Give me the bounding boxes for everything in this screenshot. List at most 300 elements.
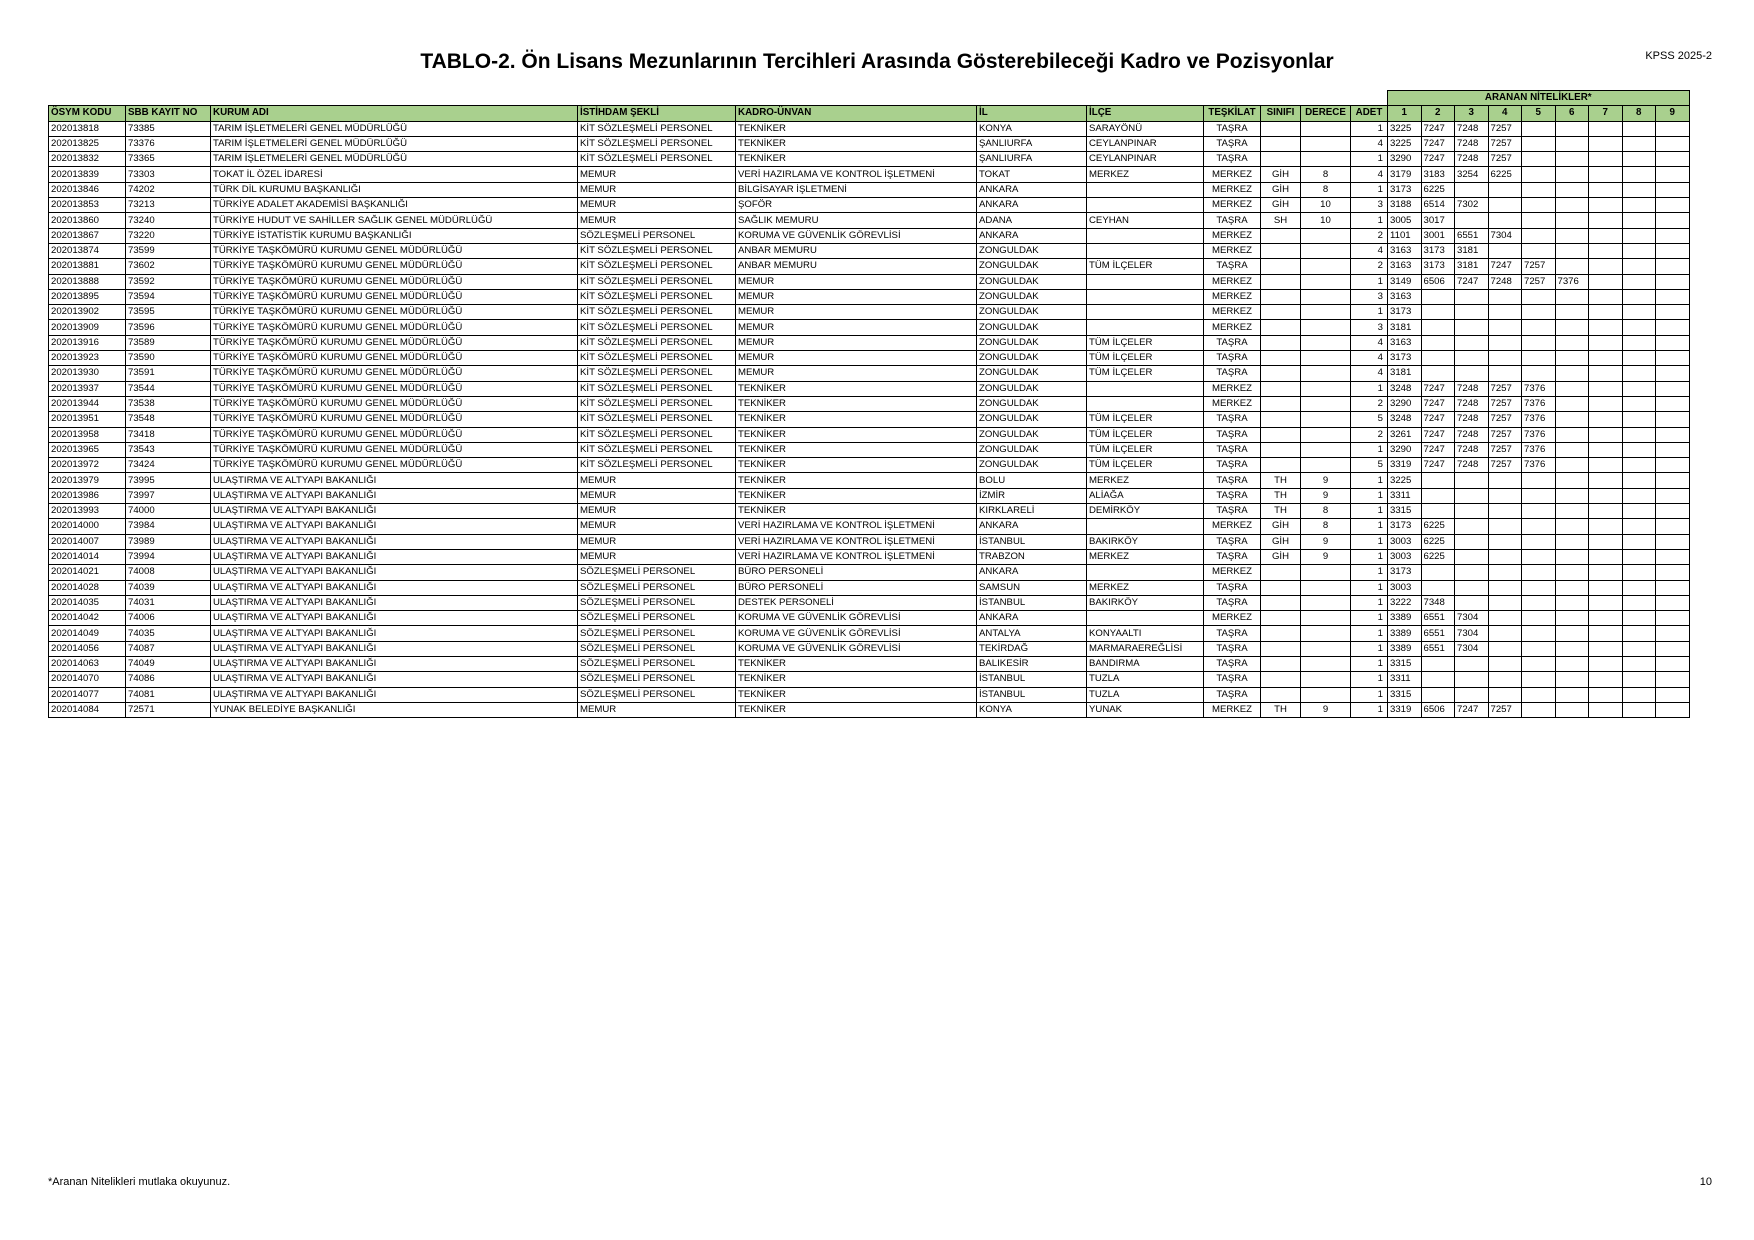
- cell-nitelik-9: [1656, 672, 1690, 687]
- cell-nitelik-4: [1488, 656, 1522, 671]
- table-row: [49, 198, 1690, 213]
- cell-nitelik-5: [1522, 549, 1556, 564]
- cell-il: ZONGULDAK: [977, 320, 1087, 335]
- cell-teskilat: MERKEZ: [1204, 198, 1261, 213]
- table-row: [49, 702, 1690, 717]
- cell-sinifi: [1261, 580, 1301, 595]
- cell-ilce: TÜM İLÇELER: [1087, 335, 1204, 350]
- cell-sinifi: [1261, 274, 1301, 289]
- cell-nitelik-1: 3222: [1388, 595, 1422, 610]
- cell-il: ŞANLIURFA: [977, 136, 1087, 151]
- cell-nitelik-3: [1455, 289, 1489, 304]
- cell-sbb-kayit-no: 74039: [126, 580, 211, 595]
- cell-sinifi: [1261, 565, 1301, 580]
- cell-derece: [1301, 335, 1351, 350]
- cell-kadro-unvan: VERİ HAZIRLAMA VE KONTROL İŞLETMENİ: [736, 167, 977, 182]
- cell-kurum-adi: TÜRKİYE TAŞKÖMÜRÜ KURUMU GENEL MÜDÜRLÜĞÜ: [211, 442, 578, 457]
- cell-kurum-adi: TARIM İŞLETMELERİ GENEL MÜDÜRLÜĞÜ: [211, 152, 578, 167]
- cell-adet: 1: [1351, 519, 1388, 534]
- cell-il: ZONGULDAK: [977, 458, 1087, 473]
- cell-nitelik-5: [1522, 136, 1556, 151]
- cell-nitelik-2: 3183: [1421, 167, 1455, 182]
- cell-teskilat: MERKEZ: [1204, 289, 1261, 304]
- cell-nitelik-3: [1455, 335, 1489, 350]
- cell-osym-kodu: 202013979: [49, 473, 126, 488]
- cell-kadro-unvan: BÜRO PERSONELİ: [736, 580, 977, 595]
- cell-nitelik-1: 3149: [1388, 274, 1422, 289]
- cell-nitelik-6: [1555, 396, 1589, 411]
- cell-derece: [1301, 152, 1351, 167]
- cell-nitelik-2: 3001: [1421, 228, 1455, 243]
- cell-kadro-unvan: BÜRO PERSONELİ: [736, 565, 977, 580]
- cell-adet: 4: [1351, 136, 1388, 151]
- cell-kadro-unvan: TEKNİKER: [736, 702, 977, 717]
- cell-ilce: MERKEZ: [1087, 549, 1204, 564]
- cell-nitelik-9: [1656, 351, 1690, 366]
- cell-kadro-unvan: TEKNİKER: [736, 458, 977, 473]
- cell-sinifi: [1261, 611, 1301, 626]
- cell-derece: [1301, 427, 1351, 442]
- cell-sinifi: [1261, 595, 1301, 610]
- cell-nitelik-3: [1455, 687, 1489, 702]
- cell-nitelik-3: 6551: [1455, 228, 1489, 243]
- positions-table: [48, 90, 1690, 718]
- cell-nitelik-5: [1522, 305, 1556, 320]
- cell-ilce: MARMARAEREĞLİSİ: [1087, 641, 1204, 656]
- cell-kadro-unvan: MEMUR: [736, 320, 977, 335]
- cell-nitelik-4: [1488, 289, 1522, 304]
- table-row: [49, 565, 1690, 580]
- cell-kurum-adi: TÜRKİYE İSTATİSTİK KURUMU BAŞKANLIĞI: [211, 228, 578, 243]
- cell-nitelik-1: 3181: [1388, 320, 1422, 335]
- cell-nitelik-7: [1589, 641, 1623, 656]
- cell-derece: [1301, 289, 1351, 304]
- cell-nitelik-2: 7247: [1421, 412, 1455, 427]
- cell-derece: [1301, 626, 1351, 641]
- cell-adet: 1: [1351, 213, 1388, 228]
- cell-il: ZONGULDAK: [977, 381, 1087, 396]
- cell-ilce: BANDIRMA: [1087, 656, 1204, 671]
- positions-table-container: [48, 90, 1690, 718]
- cell-sbb-kayit-no: 73997: [126, 488, 211, 503]
- cell-kadro-unvan: ANBAR MEMURU: [736, 243, 977, 258]
- cell-nitelik-1: 3173: [1388, 305, 1422, 320]
- cell-nitelik-1: 3225: [1388, 136, 1422, 151]
- cell-nitelik-1: 3315: [1388, 504, 1422, 519]
- cell-nitelik-7: [1589, 656, 1623, 671]
- cell-nitelik-6: [1555, 488, 1589, 503]
- cell-sbb-kayit-no: 73591: [126, 366, 211, 381]
- cell-adet: 1: [1351, 702, 1388, 717]
- table-row: [49, 213, 1690, 228]
- cell-nitelik-8: [1622, 672, 1656, 687]
- cell-nitelik-7: [1589, 366, 1623, 381]
- cell-nitelik-2: 6225: [1421, 182, 1455, 197]
- cell-teskilat: MERKEZ: [1204, 305, 1261, 320]
- cell-il: ANKARA: [977, 519, 1087, 534]
- cell-nitelik-8: [1622, 335, 1656, 350]
- table-row: [49, 687, 1690, 702]
- cell-teskilat: TAŞRA: [1204, 656, 1261, 671]
- cell-nitelik-8: [1622, 351, 1656, 366]
- cell-nitelik-8: [1622, 152, 1656, 167]
- table-row: [49, 182, 1690, 197]
- cell-nitelik-3: 3181: [1455, 243, 1489, 258]
- cell-il: BOLU: [977, 473, 1087, 488]
- cell-osym-kodu: 202013825: [49, 136, 126, 151]
- cell-nitelik-5: [1522, 167, 1556, 182]
- cell-nitelik-2: [1421, 289, 1455, 304]
- cell-derece: 8: [1301, 519, 1351, 534]
- cell-nitelik-7: [1589, 488, 1623, 503]
- cell-osym-kodu: 202013930: [49, 366, 126, 381]
- cell-kurum-adi: TÜRK DİL KURUMU BAŞKANLIĞI: [211, 182, 578, 197]
- cell-nitelik-8: [1622, 381, 1656, 396]
- cell-kadro-unvan: KORUMA VE GÜVENLİK GÖREVLİSİ: [736, 611, 977, 626]
- cell-nitelik-6: [1555, 289, 1589, 304]
- cell-adet: 3: [1351, 289, 1388, 304]
- cell-teskilat: TAŞRA: [1204, 626, 1261, 641]
- cell-nitelik-8: [1622, 320, 1656, 335]
- cell-ilce: [1087, 228, 1204, 243]
- cell-il: İSTANBUL: [977, 687, 1087, 702]
- cell-nitelik-5: [1522, 152, 1556, 167]
- cell-nitelik-4: 7247: [1488, 259, 1522, 274]
- cell-nitelik-4: [1488, 641, 1522, 656]
- cell-nitelik-1: 3163: [1388, 335, 1422, 350]
- cell-kadro-unvan: VERİ HAZIRLAMA VE KONTROL İŞLETMENİ: [736, 519, 977, 534]
- cell-derece: [1301, 274, 1351, 289]
- cell-kurum-adi: TOKAT İL ÖZEL İDARESİ: [211, 167, 578, 182]
- cell-osym-kodu: 202014084: [49, 702, 126, 717]
- cell-adet: 5: [1351, 412, 1388, 427]
- cell-sinifi: [1261, 152, 1301, 167]
- cell-il: ZONGULDAK: [977, 289, 1087, 304]
- cell-nitelik-1: 1101: [1388, 228, 1422, 243]
- cell-sbb-kayit-no: 73213: [126, 198, 211, 213]
- cell-sbb-kayit-no: 73989: [126, 534, 211, 549]
- cell-istihdam-sekli: SÖZLEŞMELİ PERSONEL: [578, 228, 736, 243]
- cell-nitelik-2: [1421, 320, 1455, 335]
- cell-kadro-unvan: TEKNİKER: [736, 488, 977, 503]
- cell-teskilat: MERKEZ: [1204, 182, 1261, 197]
- cell-derece: [1301, 656, 1351, 671]
- cell-il: ANKARA: [977, 611, 1087, 626]
- cell-ilce: TÜM İLÇELER: [1087, 442, 1204, 457]
- cell-istihdam-sekli: MEMUR: [578, 549, 736, 564]
- cell-nitelik-9: [1656, 259, 1690, 274]
- cell-nitelik-4: [1488, 320, 1522, 335]
- cell-adet: 1: [1351, 595, 1388, 610]
- cell-osym-kodu: 202013916: [49, 335, 126, 350]
- cell-nitelik-7: [1589, 534, 1623, 549]
- cell-nitelik-7: [1589, 198, 1623, 213]
- cell-nitelik-8: [1622, 396, 1656, 411]
- cell-nitelik-2: [1421, 488, 1455, 503]
- cell-nitelik-2: 6506: [1421, 274, 1455, 289]
- cell-nitelik-4: 7257: [1488, 121, 1522, 136]
- cell-teskilat: TAŞRA: [1204, 595, 1261, 610]
- cell-nitelik-1: 3173: [1388, 351, 1422, 366]
- cell-istihdam-sekli: KİT SÖZLEŞMELİ PERSONEL: [578, 458, 736, 473]
- cell-osym-kodu: 202014007: [49, 534, 126, 549]
- cell-derece: [1301, 595, 1351, 610]
- cell-nitelik-5: 7376: [1522, 458, 1556, 473]
- cell-derece: [1301, 687, 1351, 702]
- cell-nitelik-5: [1522, 351, 1556, 366]
- table-row: [49, 488, 1690, 503]
- cell-nitelik-3: [1455, 488, 1489, 503]
- cell-il: İZMİR: [977, 488, 1087, 503]
- table-row: [49, 152, 1690, 167]
- cell-sbb-kayit-no: 74008: [126, 565, 211, 580]
- cell-derece: 8: [1301, 504, 1351, 519]
- table-row: [49, 672, 1690, 687]
- cell-nitelik-9: [1656, 488, 1690, 503]
- cell-nitelik-3: [1455, 656, 1489, 671]
- cell-nitelik-7: [1589, 427, 1623, 442]
- cell-nitelik-4: 7257: [1488, 412, 1522, 427]
- cell-nitelik-9: [1656, 611, 1690, 626]
- cell-nitelik-3: 7248: [1455, 427, 1489, 442]
- cell-il: ZONGULDAK: [977, 412, 1087, 427]
- cell-nitelik-1: 3261: [1388, 427, 1422, 442]
- cell-osym-kodu: 202013881: [49, 259, 126, 274]
- cell-nitelik-5: 7376: [1522, 396, 1556, 411]
- cell-nitelik-3: [1455, 213, 1489, 228]
- cell-kurum-adi: ULAŞTIRMA VE ALTYAPI BAKANLIĞI: [211, 672, 578, 687]
- cell-nitelik-7: [1589, 672, 1623, 687]
- cell-derece: 9: [1301, 473, 1351, 488]
- column-header-sbb-kayit-no: SBB KAYIT NO: [126, 106, 211, 121]
- cell-nitelik-3: 7248: [1455, 412, 1489, 427]
- cell-nitelik-3: 7248: [1455, 121, 1489, 136]
- cell-nitelik-1: 3181: [1388, 366, 1422, 381]
- cell-osym-kodu: 202013909: [49, 320, 126, 335]
- cell-istihdam-sekli: MEMUR: [578, 488, 736, 503]
- table-row: [49, 534, 1690, 549]
- cell-nitelik-3: [1455, 534, 1489, 549]
- cell-nitelik-4: [1488, 626, 1522, 641]
- cell-kadro-unvan: MEMUR: [736, 305, 977, 320]
- cell-nitelik-9: [1656, 213, 1690, 228]
- cell-osym-kodu: 202013895: [49, 289, 126, 304]
- cell-nitelik-2: [1421, 565, 1455, 580]
- cell-nitelik-2: [1421, 335, 1455, 350]
- cell-teskilat: TAŞRA: [1204, 534, 1261, 549]
- cell-nitelik-4: [1488, 473, 1522, 488]
- cell-derece: [1301, 381, 1351, 396]
- cell-nitelik-2: 3173: [1421, 259, 1455, 274]
- cell-nitelik-9: [1656, 519, 1690, 534]
- cell-sinifi: [1261, 656, 1301, 671]
- cell-teskilat: TAŞRA: [1204, 427, 1261, 442]
- cell-kadro-unvan: TEKNİKER: [736, 381, 977, 396]
- cell-ilce: [1087, 320, 1204, 335]
- cell-sbb-kayit-no: 74086: [126, 672, 211, 687]
- cell-derece: 10: [1301, 213, 1351, 228]
- cell-nitelik-5: 7257: [1522, 274, 1556, 289]
- cell-nitelik-5: [1522, 198, 1556, 213]
- cell-nitelik-9: [1656, 366, 1690, 381]
- cell-sbb-kayit-no: 73589: [126, 335, 211, 350]
- cell-nitelik-4: 7257: [1488, 702, 1522, 717]
- cell-kadro-unvan: TEKNİKER: [736, 136, 977, 151]
- cell-il: ZONGULDAK: [977, 335, 1087, 350]
- cell-nitelik-7: [1589, 504, 1623, 519]
- cell-nitelik-5: [1522, 504, 1556, 519]
- cell-sinifi: [1261, 442, 1301, 457]
- cell-adet: 1: [1351, 152, 1388, 167]
- table-row: [49, 580, 1690, 595]
- cell-sbb-kayit-no: 74006: [126, 611, 211, 626]
- cell-kadro-unvan: KORUMA VE GÜVENLİK GÖREVLİSİ: [736, 228, 977, 243]
- cell-adet: 1: [1351, 687, 1388, 702]
- cell-nitelik-6: [1555, 458, 1589, 473]
- cell-nitelik-1: 3290: [1388, 442, 1422, 457]
- cell-nitelik-5: [1522, 534, 1556, 549]
- cell-teskilat: TAŞRA: [1204, 580, 1261, 595]
- cell-kadro-unvan: MEMUR: [736, 335, 977, 350]
- cell-nitelik-7: [1589, 274, 1623, 289]
- cell-nitelik-5: [1522, 611, 1556, 626]
- cell-istihdam-sekli: KİT SÖZLEŞMELİ PERSONEL: [578, 320, 736, 335]
- cell-kadro-unvan: TEKNİKER: [736, 427, 977, 442]
- cell-kurum-adi: TÜRKİYE TAŞKÖMÜRÜ KURUMU GENEL MÜDÜRLÜĞÜ: [211, 305, 578, 320]
- cell-nitelik-6: [1555, 213, 1589, 228]
- table-row: [49, 366, 1690, 381]
- cell-nitelik-5: [1522, 626, 1556, 641]
- cell-derece: 8: [1301, 167, 1351, 182]
- cell-kurum-adi: TÜRKİYE ADALET AKADEMİSİ BAŞKANLIĞI: [211, 198, 578, 213]
- cell-nitelik-1: 3005: [1388, 213, 1422, 228]
- cell-osym-kodu: 202014063: [49, 656, 126, 671]
- cell-istihdam-sekli: KİT SÖZLEŞMELİ PERSONEL: [578, 121, 736, 136]
- cell-nitelik-2: 6514: [1421, 198, 1455, 213]
- column-header-il: İL: [977, 106, 1087, 121]
- cell-ilce: MERKEZ: [1087, 580, 1204, 595]
- cell-il: SAMSUN: [977, 580, 1087, 595]
- cell-osym-kodu: 202013867: [49, 228, 126, 243]
- cell-nitelik-8: [1622, 136, 1656, 151]
- cell-sinifi: [1261, 381, 1301, 396]
- column-header-nitelik-8: 8: [1622, 106, 1656, 121]
- cell-adet: 4: [1351, 243, 1388, 258]
- cell-nitelik-4: [1488, 335, 1522, 350]
- cell-nitelik-8: [1622, 611, 1656, 626]
- cell-nitelik-4: [1488, 351, 1522, 366]
- cell-adet: 1: [1351, 473, 1388, 488]
- cell-sinifi: [1261, 641, 1301, 656]
- cell-kadro-unvan: ŞOFÖR: [736, 198, 977, 213]
- cell-il: ZONGULDAK: [977, 259, 1087, 274]
- cell-nitelik-7: [1589, 442, 1623, 457]
- cell-istihdam-sekli: MEMUR: [578, 473, 736, 488]
- cell-nitelik-8: [1622, 442, 1656, 457]
- cell-nitelik-4: [1488, 488, 1522, 503]
- cell-nitelik-9: [1656, 320, 1690, 335]
- cell-nitelik-3: [1455, 320, 1489, 335]
- cell-nitelik-4: 7257: [1488, 152, 1522, 167]
- cell-nitelik-2: 6551: [1421, 641, 1455, 656]
- cell-istihdam-sekli: MEMUR: [578, 198, 736, 213]
- cell-nitelik-4: [1488, 243, 1522, 258]
- cell-osym-kodu: 202014035: [49, 595, 126, 610]
- cell-teskilat: MERKEZ: [1204, 274, 1261, 289]
- cell-nitelik-5: [1522, 565, 1556, 580]
- cell-adet: 4: [1351, 351, 1388, 366]
- cell-nitelik-7: [1589, 305, 1623, 320]
- cell-nitelik-2: [1421, 366, 1455, 381]
- cell-nitelik-1: 3173: [1388, 519, 1422, 534]
- cell-nitelik-9: [1656, 427, 1690, 442]
- cell-istihdam-sekli: KİT SÖZLEŞMELİ PERSONEL: [578, 335, 736, 350]
- cell-nitelik-2: 7247: [1421, 458, 1455, 473]
- cell-nitelik-3: [1455, 565, 1489, 580]
- cell-kurum-adi: ULAŞTIRMA VE ALTYAPI BAKANLIĞI: [211, 595, 578, 610]
- cell-il: TRABZON: [977, 549, 1087, 564]
- cell-il: ANTALYA: [977, 626, 1087, 641]
- cell-kurum-adi: ULAŞTIRMA VE ALTYAPI BAKANLIĞI: [211, 549, 578, 564]
- table-row: [49, 228, 1690, 243]
- cell-derece: 8: [1301, 182, 1351, 197]
- cell-il: İSTANBUL: [977, 595, 1087, 610]
- cell-kurum-adi: TÜRKİYE TAŞKÖMÜRÜ KURUMU GENEL MÜDÜRLÜĞÜ: [211, 412, 578, 427]
- cell-istihdam-sekli: MEMUR: [578, 702, 736, 717]
- cell-derece: 10: [1301, 198, 1351, 213]
- cell-sbb-kayit-no: 73596: [126, 320, 211, 335]
- cell-nitelik-2: 7247: [1421, 381, 1455, 396]
- cell-derece: [1301, 259, 1351, 274]
- cell-nitelik-3: 7304: [1455, 611, 1489, 626]
- cell-ilce: MERKEZ: [1087, 473, 1204, 488]
- cell-teskilat: TAŞRA: [1204, 412, 1261, 427]
- cell-nitelik-3: 7247: [1455, 702, 1489, 717]
- cell-nitelik-1: 3163: [1388, 289, 1422, 304]
- cell-istihdam-sekli: KİT SÖZLEŞMELİ PERSONEL: [578, 427, 736, 442]
- cell-nitelik-7: [1589, 412, 1623, 427]
- cell-sbb-kayit-no: 73365: [126, 152, 211, 167]
- cell-ilce: TÜM İLÇELER: [1087, 259, 1204, 274]
- cell-osym-kodu: 202013874: [49, 243, 126, 258]
- cell-nitelik-8: [1622, 412, 1656, 427]
- cell-nitelik-9: [1656, 626, 1690, 641]
- cell-ilce: TÜM İLÇELER: [1087, 366, 1204, 381]
- column-header-derece: DERECE: [1301, 106, 1351, 121]
- cell-nitelik-3: 7247: [1455, 274, 1489, 289]
- cell-kadro-unvan: ANBAR MEMURU: [736, 259, 977, 274]
- cell-sinifi: GİH: [1261, 534, 1301, 549]
- cell-sbb-kayit-no: 73602: [126, 259, 211, 274]
- cell-kadro-unvan: TEKNİKER: [736, 656, 977, 671]
- cell-nitelik-8: [1622, 274, 1656, 289]
- cell-istihdam-sekli: KİT SÖZLEŞMELİ PERSONEL: [578, 243, 736, 258]
- cell-derece: 9: [1301, 549, 1351, 564]
- footnote: *Aranan Nitelikleri mutlaka okuyunuz.: [48, 1176, 231, 1188]
- cell-sinifi: [1261, 121, 1301, 136]
- cell-nitelik-2: 7247: [1421, 442, 1455, 457]
- cell-nitelik-8: [1622, 641, 1656, 656]
- cell-nitelik-5: 7376: [1522, 381, 1556, 396]
- cell-nitelik-6: [1555, 595, 1589, 610]
- cell-kurum-adi: ULAŞTIRMA VE ALTYAPI BAKANLIĞI: [211, 626, 578, 641]
- cell-nitelik-1: 3290: [1388, 152, 1422, 167]
- cell-sinifi: TH: [1261, 473, 1301, 488]
- cell-nitelik-3: [1455, 504, 1489, 519]
- cell-il: ZONGULDAK: [977, 427, 1087, 442]
- cell-il: KONYA: [977, 702, 1087, 717]
- cell-nitelik-5: [1522, 366, 1556, 381]
